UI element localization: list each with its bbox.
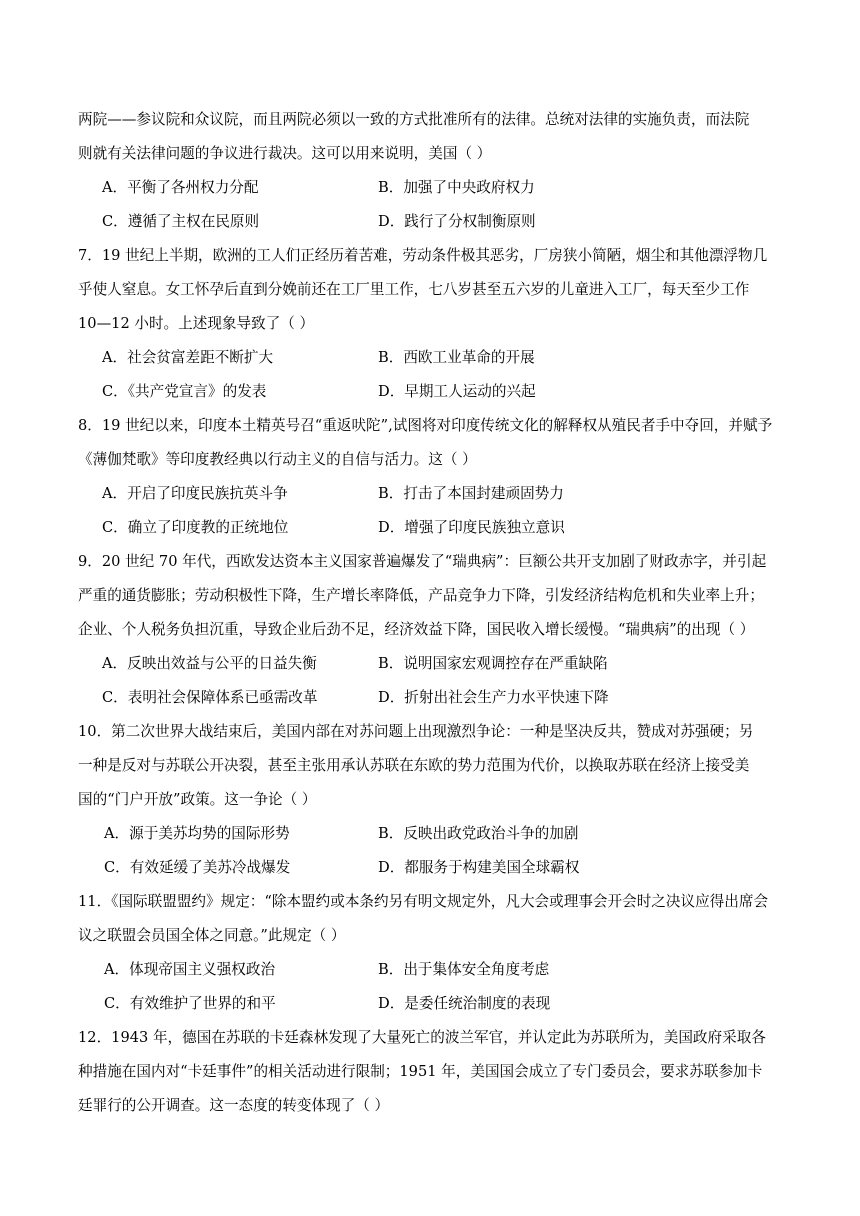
q11-option-a: A．体现帝国主义强权政治 [104,961,276,978]
q11-option-b: B．出于集体安全角度考虑 [378,961,550,978]
q7-stem-line-1: 7．19 世纪上半期，欧洲的工人们正经历着苦难，劳动条件极其恶劣，厂房狭小简陋，烟尘和其他漂浮物几 [78,247,768,264]
q6-stem-line-1: 两院——参议院和众议院，而且两院必须以一致的方式批准所有的法律。总统对法律的实施负责，而法院 [78,111,750,128]
q11-option-c: C．有效维护了世界的和平 [104,995,276,1012]
q6-stem-line-2: 则就有关法律问题的争议进行裁决。这可以用来说明，美国（ ） [78,145,492,162]
q12-stem-line-1: 12．1943 年，德国在苏联的卡廷森林发现了大量死亡的波兰军官，并认定此为苏联所为，美国政府采取各 [78,1029,766,1046]
q11-option-d: D．是委任统治制度的表现 [378,995,551,1012]
q8-option-d: D．增强了印度民族独立意识 [378,519,565,536]
q7-option-c: C．《共产党宣言》的发表 [102,383,267,400]
q10-stem-line-2: 一种是反对与苏联公开决裂，甚至主张用承认苏联在东欧的势力范围为代价，以换取苏联在经济上接受美 [78,757,750,774]
q9-option-a: A．反映出效益与公平的日益失衡 [102,655,317,672]
q9-stem-line-1: 9．20 世纪 70 年代，西欧发达资本主义国家普遍爆发了“瑞典病”：巨额公共开支加剧了财政赤字，并引起 [78,553,767,570]
q9-option-d: D．折射出社会生产力水平快速下降 [378,689,609,706]
q6-option-d: D．践行了分权制衡原则 [378,213,536,230]
q6-option-c: C．遵循了主权在民原则 [102,213,260,230]
q12-stem-line-3: 廷罪行的公开调查。这一态度的转变体现了（ ） [78,1097,390,1114]
q8-option-a: A．开启了印度民族抗英斗争 [102,485,288,502]
q10-option-c: C．有效延缓了美苏冷战爆发 [104,859,291,876]
q9-stem-line-2: 严重的通货膨胀；劳动积极性下降，生产增长率降低，产品竞争力下降，引发经济结构危机和失业率上升； [78,587,764,604]
q10-option-a: A．源于美苏均势的国际形势 [104,825,290,842]
q12-stem-line-2: 种措施在国内对“卡廷事件”的相关活动进行限制；1951 年，美国国会成立了专门委员会，要求苏联参加卡 [78,1063,763,1080]
q11-stem-line-1: 11．《国际联盟盟约》规定：“除本盟约或本条约另有明文规定外，凡大会或理事会开会时之决议应得出席会 [78,893,769,910]
q6-option-b: B．加强了中央政府权力 [378,179,535,196]
q9-stem-line-3: 企业、个人税务负担沉重，导致企业后劲不足，经济效益下降，国民收入增长缓慢。“瑞典病”的出现（ ） [78,621,755,638]
q8-stem-line-1: 8．19 世纪以来，印度本土精英号召“重返吠陀”,试图将对印度传统文化的解释权从殖民者手中夺回，并赋予 [78,417,773,434]
q7-option-a: A．社会贫富差距不断扩大 [102,349,274,366]
q7-option-b: B．西欧工业革命的开展 [378,349,535,366]
q10-stem-line-1: 10．第二次世界大战结束后，美国内部在对苏问题上出现激烈争论：一种是坚决反共，赞成对苏强硬；另 [78,723,754,740]
q7-option-d: D．早期工人运动的兴起 [378,383,536,400]
q7-stem-line-3: 10—12 小时。上述现象导致了（ ） [78,315,315,332]
q11-stem-line-2: 议之联盟会员国全体之同意。”此规定（ ） [78,927,346,944]
q8-option-c: C．确立了印度教的正统地位 [102,519,289,536]
q6-option-a: A．平衡了各州权力分配 [102,179,259,196]
q8-stem-line-2: 《薄伽梵歌》等印度教经典以行动主义的自信与活力。这（ ） [78,451,477,468]
q7-stem-line-2: 乎使人窒息。女工怀孕后直到分娩前还在工厂里工作，七八岁甚至五六岁的儿童进入工厂，每天至少工作 [78,281,750,298]
q10-stem-line-3: 国的“门户开放”政策。这一争论（ ） [78,791,317,808]
q8-option-b: B．打击了本国封建顽固势力 [378,485,564,502]
q10-option-b: B．反映出政党政治斗争的加剧 [378,825,579,842]
q9-option-c: C．表明社会保障体系已亟需改革 [102,689,318,706]
q10-option-d: D．都服务于构建美国全球霸权 [378,859,580,876]
q9-option-b: B．说明国家宏观调控存在严重缺陷 [378,655,608,672]
